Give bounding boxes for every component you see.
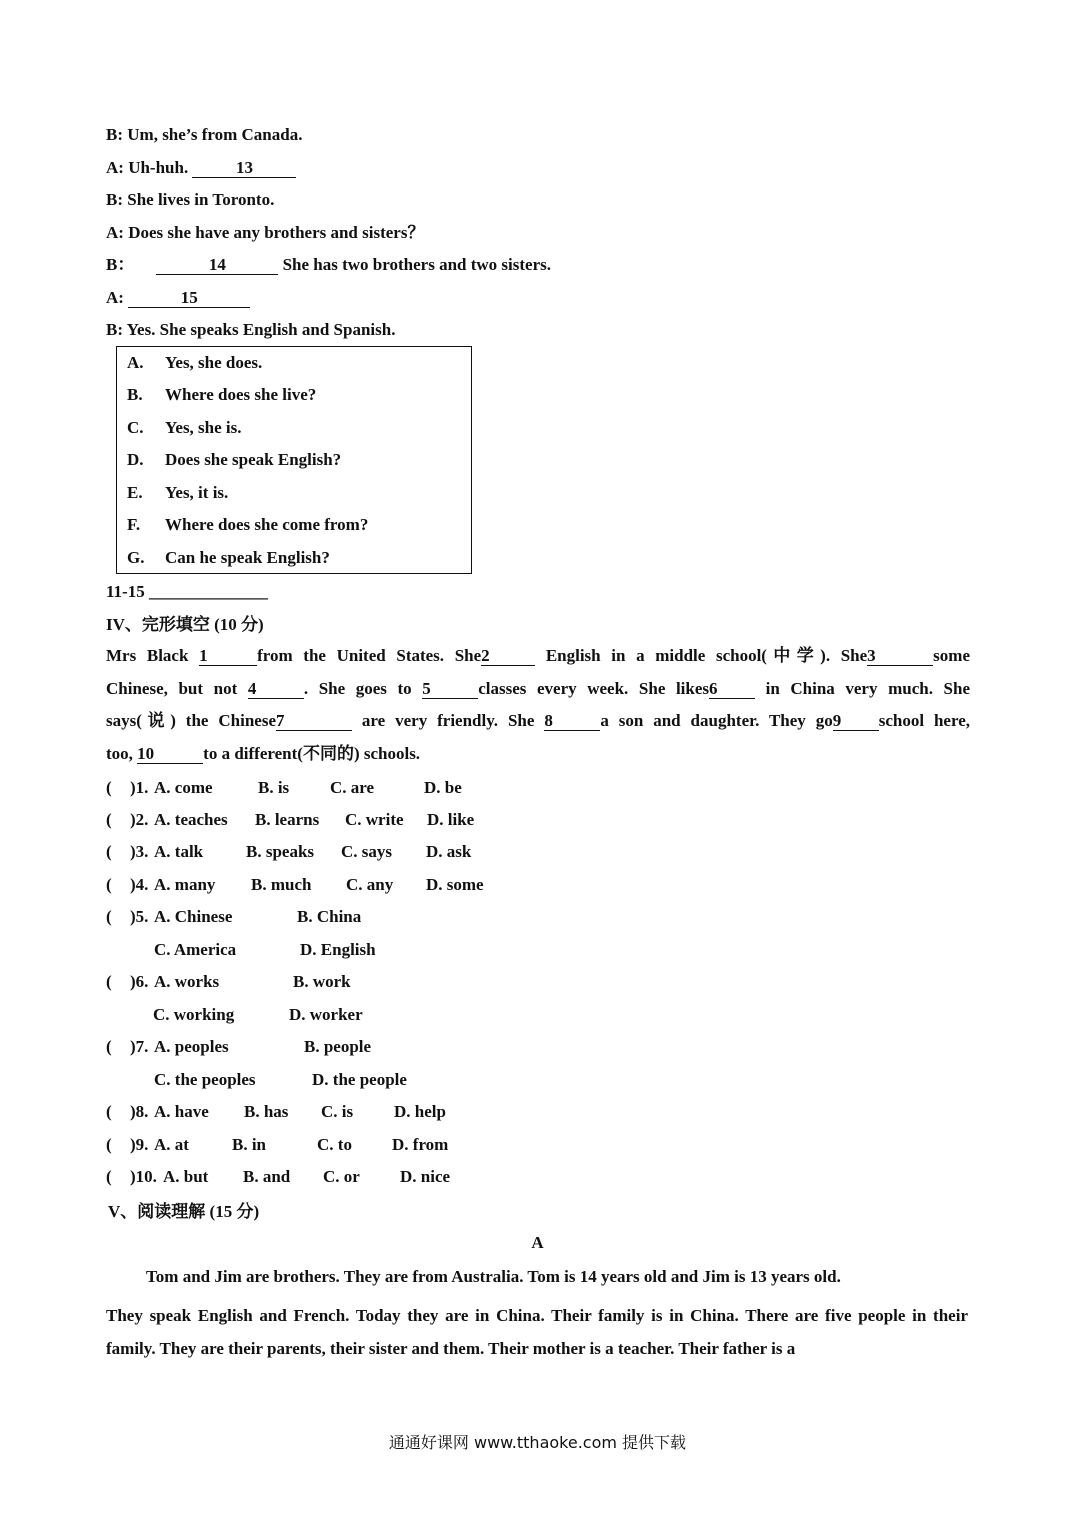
option-g: G. Can he speak English? bbox=[127, 548, 330, 567]
option-c: C. Yes, she is. bbox=[127, 418, 242, 437]
option-f: F. Where does she come from? bbox=[127, 515, 369, 534]
cloze-blank-6: 6 bbox=[709, 679, 755, 699]
dialogue-line-7: B: Yes. She speaks English and Spanish. bbox=[106, 320, 396, 339]
footer-text: 通通好课网 www.tthaoke.com 提供下载 bbox=[388, 1433, 687, 1452]
cloze-line-4: too, 10 to a different(不同的) schools. bbox=[106, 743, 421, 763]
answer-line: 11-15 ______________ bbox=[106, 582, 268, 601]
option-e: E. Yes, it is. bbox=[127, 483, 229, 502]
cloze-blank-5: 5 bbox=[422, 679, 478, 699]
section-4-title: IV、完形填空 (10 分) bbox=[106, 615, 264, 634]
cloze-blank-1: 1 bbox=[199, 646, 257, 666]
blank-14: 14 bbox=[156, 255, 278, 275]
dialogue-line-1: B: Um, she’s from Canada. bbox=[106, 125, 303, 144]
cloze-blank-4: 4 bbox=[248, 679, 304, 699]
option-b: B. Where does she live? bbox=[127, 385, 317, 404]
blank-15: 15 bbox=[128, 288, 250, 308]
cloze-blank-10: 10 bbox=[137, 744, 203, 764]
option-d: D. Does she speak English? bbox=[127, 450, 342, 469]
cloze-blank-2: 2 bbox=[481, 646, 535, 666]
passage-body: They speak English and French. Today they are in China. Their family is in China. There are five people in their family. They are their parents, their sister and them. Their mother is a teacher. Their father is a bbox=[106, 1306, 968, 1358]
dialogue-line-6: A: 15 bbox=[106, 287, 250, 309]
dialogue-line-5: B： 14 She has two brothers and two sisters. bbox=[106, 255, 551, 274]
blank-13: 13 bbox=[192, 158, 296, 178]
cloze-passage bbox=[106, 640, 970, 770]
cloze-line-3: says(说) the Chinese7 are very friendly. She 8 a son and daughter. They go9 school here, bbox=[106, 711, 971, 731]
dialogue-line-2: A: Uh-huh. 13 bbox=[106, 157, 296, 179]
passage-first-line: Tom and Jim are brothers. They are from Australia. Tom is 14 years old and Jim is 13 years old. bbox=[146, 1267, 841, 1286]
cloze-blank-8: 8 bbox=[544, 711, 600, 731]
document-page: B: Um, she’s from Canada. A: Uh-huh. 13 B: She lives in Toronto. A: Does she have any brothers and sisters？ B： 14 She has two brothers and two sisters. A: 15 B: Yes. She speaks English and Spanish. A. Yes, she does. B. Where does she live? C. Yes, she is. D. Does she speak English? E. Yes, it is. F. Where does she come from? G. Can he speak English? 11-15 ______________ IV、完形填空 (10 分) Mrs Black 1 from the United States. She2 English in a middle school(中学). She3 some Chinese, but not 4 . She goes to 5 classes every week. She likes6 in China very much. She says(说) the Chinese7 are very friendly. She 8 a son and daughter. They go9 school here, too, 10 to a different(不同的) schools. ( )1. A. come B. is C. are D. be ( )2. A. teaches B. learns C. write D. like ( )3. A. talk B. speaks C. says D. ask ( )4. A. many B. much C. any D. some ( )5. A. Chinese B. China C. America D. English ( )6. A. works B. work C. working D. worker ( )7. A. peoples B. people C. the peoples D. the people ( )8. A. have B. has C. is D. help ( )9. A. at B. in C. to D. from ( )10. A. but B. and C. or D. nice V、阅读理解 (15 分) A Tom and Jim are brothers. They are from Australia. Tom is 14 years old and Jim is 13 years old. They speak English and French. Today they are in China. Their family is in China. There are five people in their family. They are their parents, their sister and them. Their mother is a teacher. Their father is a 通通好课网 www.tthaoke.com 提供下载 bbox=[0, 0, 1075, 1518]
dialogue-line-3: B: She lives in Toronto. bbox=[106, 190, 275, 209]
passage-label: A bbox=[531, 1233, 544, 1252]
cloze-line-2: Chinese, but not 4 . She goes to 5 classes every week. She likes6 in China very much. She bbox=[106, 678, 970, 698]
option-a: A. Yes, she does. bbox=[127, 353, 263, 372]
options-box bbox=[116, 346, 472, 574]
section-5-title: V、阅读理解 (15 分) bbox=[108, 1202, 260, 1221]
dialogue-line-4: A: Does she have any brothers and sisters？ bbox=[106, 223, 425, 242]
cloze-blank-7: 7 bbox=[276, 711, 352, 731]
cloze-blank-9: 9 bbox=[833, 711, 879, 731]
cloze-blank-3: 3 bbox=[867, 646, 933, 666]
cloze-line-1: Mrs Black 1 from the United States. She2 English in a middle school(中学). She3 some bbox=[106, 646, 970, 665]
